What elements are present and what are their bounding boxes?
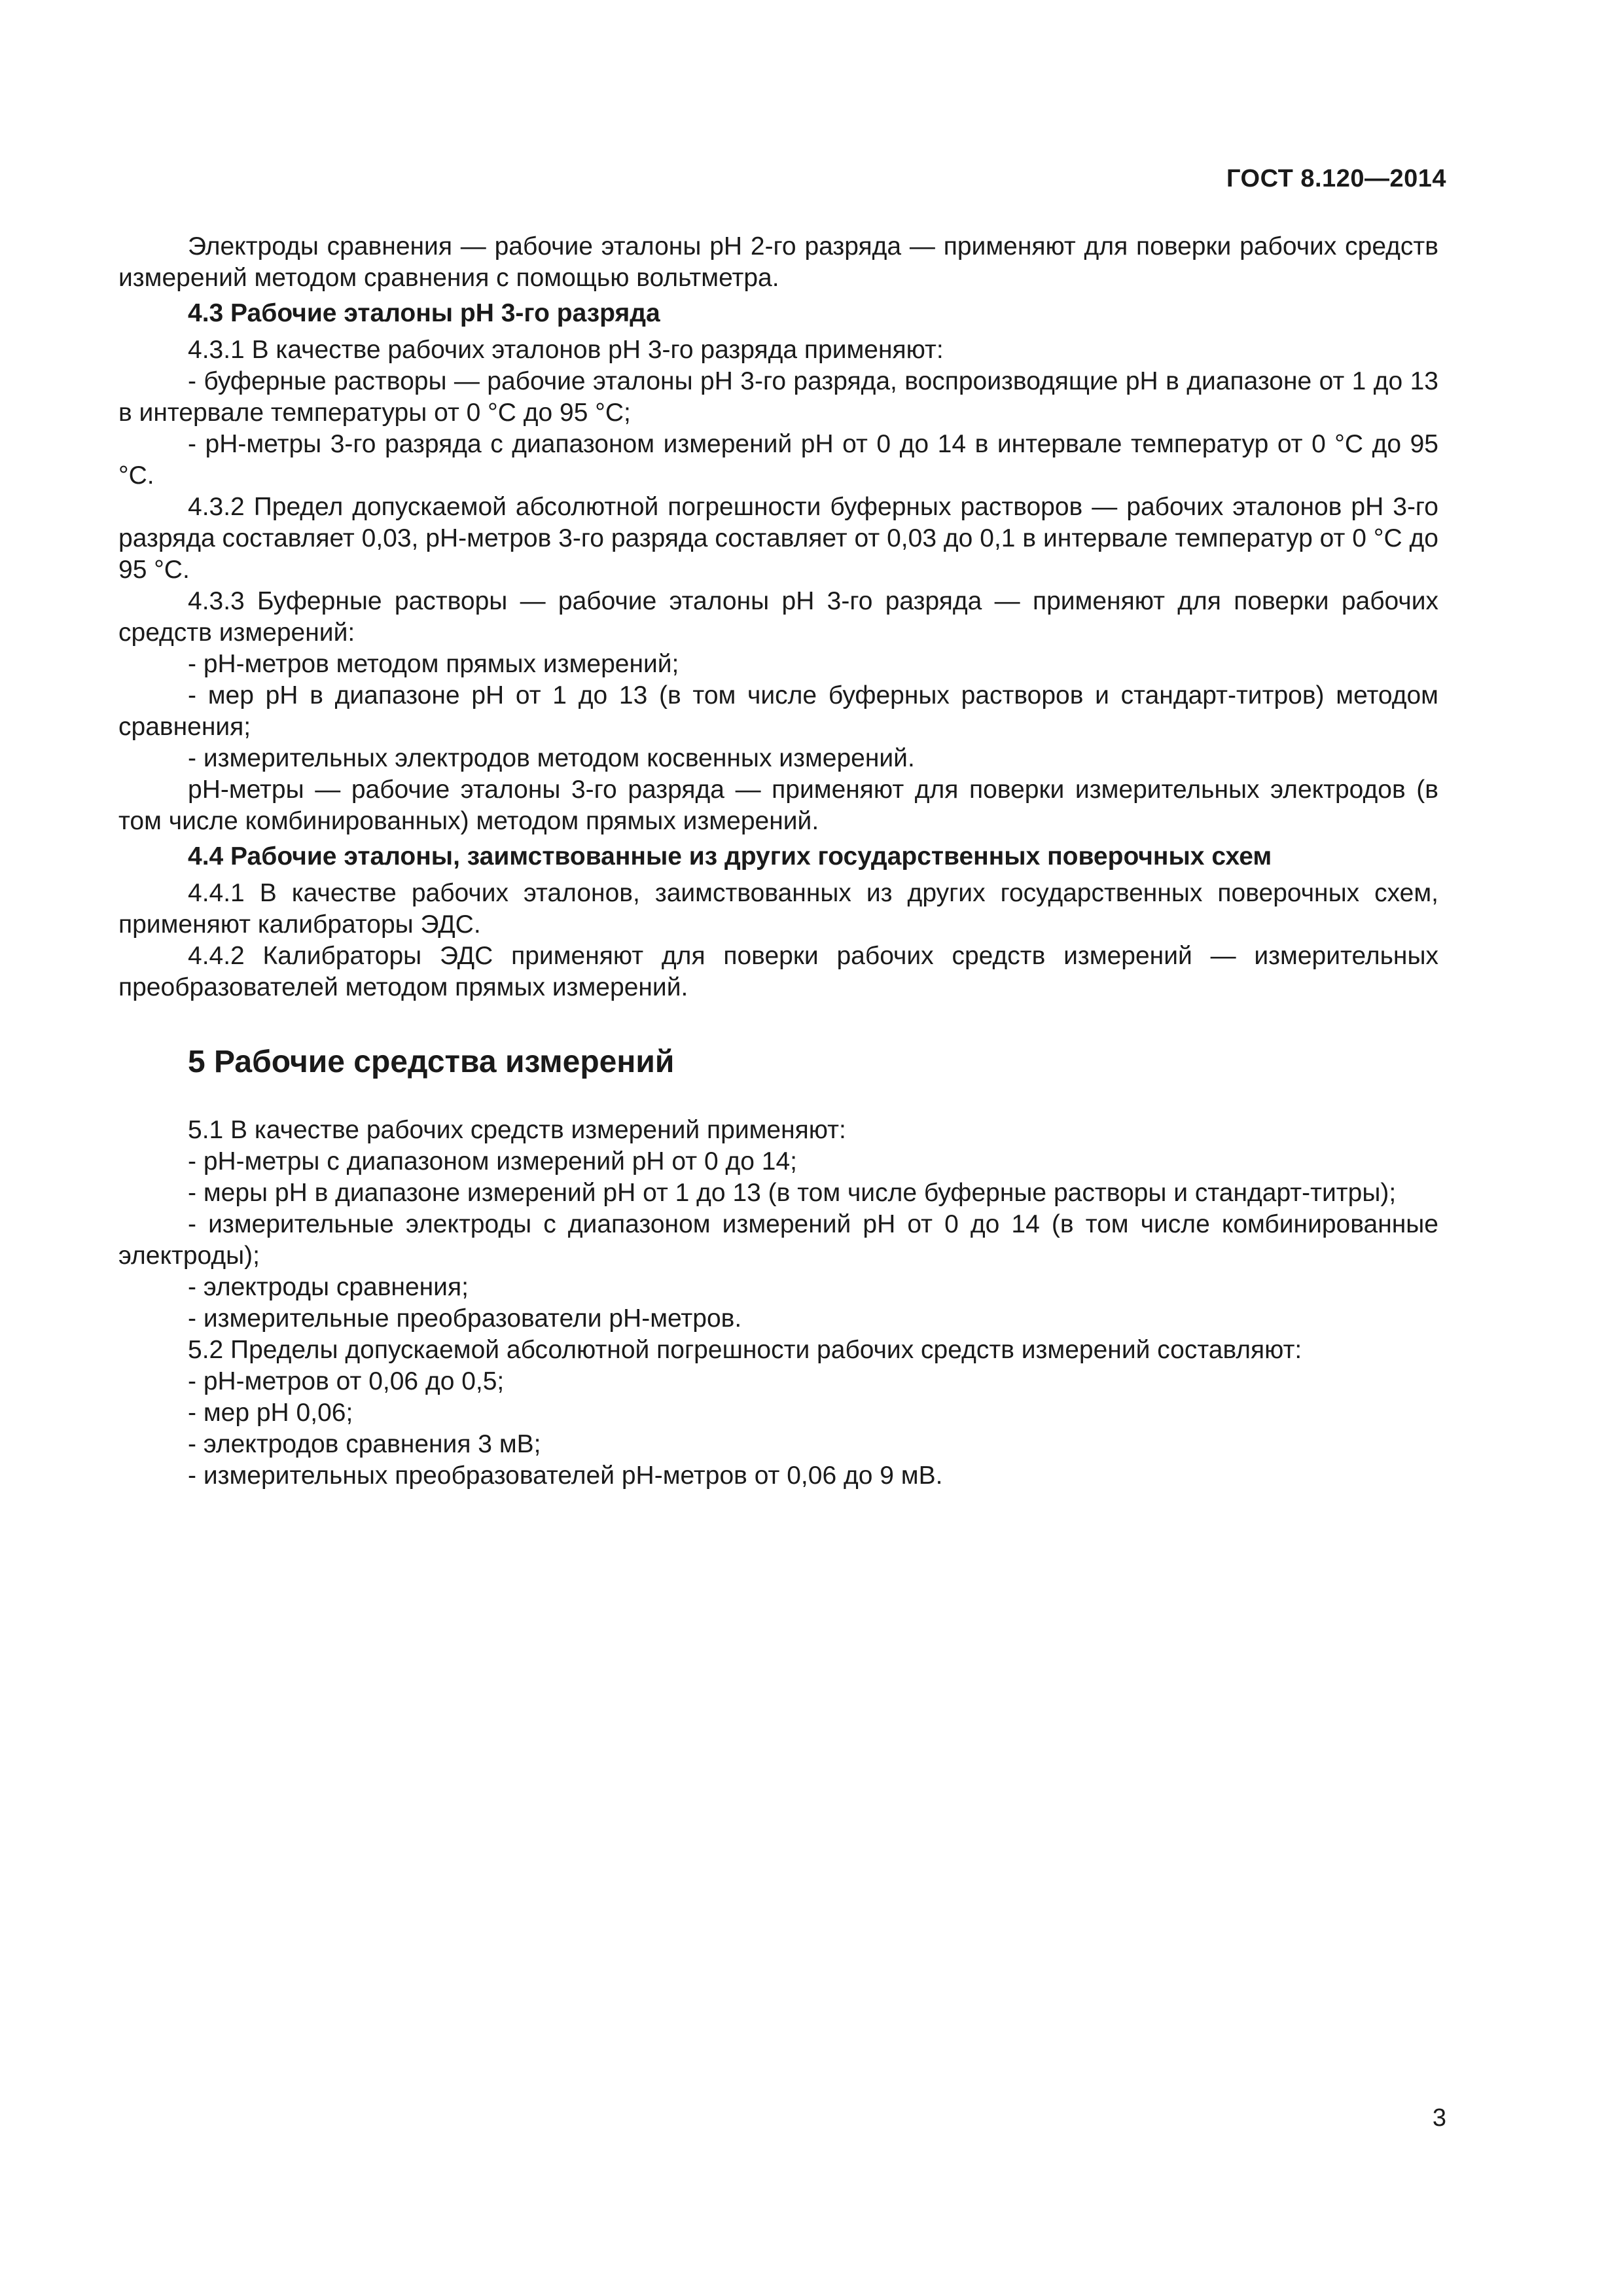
list-item: - рН-метры с диапазоном измерений рН от 0 до 14;: [188, 1147, 797, 1175]
paragraph-4-3-3: 4.3.3 Буферные растворы — рабочие эталоны рН 3-го разряда — применяют для поверки рабочих средств измерений:: [118, 587, 1438, 647]
page-number: 3: [1432, 2104, 1446, 2132]
list-item: - рН-метры 3-го разряда с диапазоном измерений рН от 0 до 14 в интервале температур от 0 °С до 95 °С.: [118, 430, 1438, 490]
paragraph-5-2: 5.2 Пределы допускаемой абсолютной погрешности рабочих средств измерений составляют:: [188, 1336, 1302, 1364]
paragraph-4-4-2: 4.4.2 Калибраторы ЭДС применяют для поверки рабочих средств измерений — измерительных преобразователей методом прямых измерений.: [118, 942, 1438, 1001]
paragraph-electrodes-comparison: Электроды сравнения — рабочие эталоны рН 2-го разряда — применяют для поверки рабочих средств измерений методом сравнения с помощью вольтметра.: [118, 232, 1438, 292]
subheading-4-3: 4.3 Рабочие эталоны рН 3-го разряда: [188, 299, 660, 327]
list-item: - рН-метров методом прямых измерений;: [188, 650, 679, 678]
list-item: - измерительных преобразователей рН-метров от 0,06 до 9 мВ.: [188, 1462, 943, 1490]
paragraph-ph-meters: рН-метры — рабочие эталоны 3-го разряда — применяют для поверки измерительных электродов (в том числе комбинированных) методом прямых измерений.: [118, 776, 1438, 835]
paragraph-4-3-2: 4.3.2 Предел допускаемой абсолютной погрешности буферных растворов — рабочих эталонов рН 3-го разряда составляет 0,03, рН-метров 3-го разряда составляет от 0,03 до 0,1 в интервале температур от 0 °С до 95 °С.: [118, 493, 1438, 584]
list-item: - мер рН 0,06;: [188, 1399, 353, 1427]
list-item: - измерительные преобразователи рН-метров.: [188, 1304, 742, 1333]
list-item: - меры рН в диапазоне измерений рН от 1 до 13 (в том числе буферные растворы и стандарт-титры);: [188, 1179, 1397, 1207]
list-item: - электродов сравнения 3 мВ;: [188, 1430, 541, 1458]
list-item: - электроды сравнения;: [188, 1273, 469, 1301]
list-item: - измерительных электродов методом косвенных измерений.: [188, 744, 915, 772]
list-item: - мер рН в диапазоне рН от 1 до 13 (в том числе буферных растворов и стандарт-титров) методом сравнения;: [118, 681, 1438, 741]
paragraph-5-1: 5.1 В качестве рабочих средств измерений применяют:: [188, 1116, 846, 1144]
list-item: - рН-метров от 0,06 до 0,5;: [188, 1367, 505, 1395]
list-item: - измерительные электроды с диапазоном измерений рН от 0 до 14 (в том числе комбинированные электроды);: [118, 1210, 1438, 1270]
subheading-4-4: 4.4 Рабочие эталоны, заимствованные из других государственных поверочных схем: [188, 842, 1272, 870]
section-heading-5: 5 Рабочие средства измерений: [188, 1045, 675, 1079]
document-id-header: ГОСТ 8.120—2014: [1226, 165, 1446, 192]
document-body: [118, 231, 1438, 1492]
paragraph-4-3-1: 4.3.1 В качестве рабочих эталонов рН 3-го разряда применяют:: [188, 336, 944, 364]
paragraph-4-4-1: 4.4.1 В качестве рабочих эталонов, заимствованных из других государственных поверочных схем, применяют калибраторы ЭДС.: [118, 879, 1438, 939]
list-item: - буферные растворы — рабочие эталоны рН 3-го разряда, воспроизводящие рН в диапазоне от 1 до 13 в интервале температуры от 0 °С до 95 °С;: [118, 367, 1438, 427]
